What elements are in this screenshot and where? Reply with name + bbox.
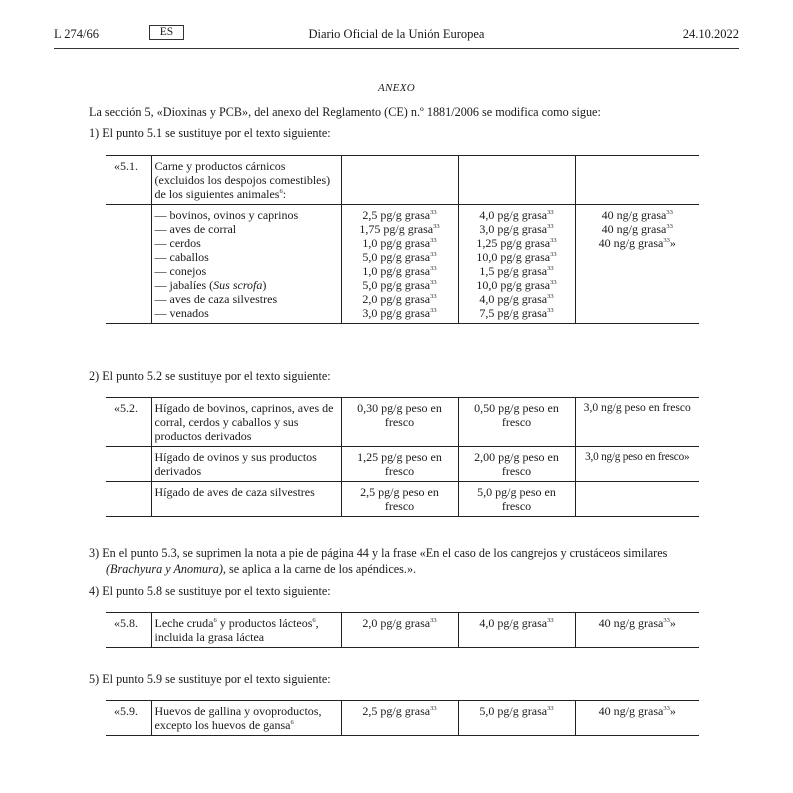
table-5-8 (106, 612, 699, 648)
entry-number: «5.1. (106, 156, 151, 205)
list-item: — conejos (154, 264, 207, 278)
table-row: Hígado de aves de caza silvestres 2,5 pg/g peso en fresco 5,0 pg/g peso en fresco (106, 482, 699, 517)
list-item: — jabalíes (Sus scrofa) (154, 278, 267, 292)
publication-date: 24.10.2022 (682, 27, 739, 41)
table-5-1 (106, 155, 699, 324)
species-list (151, 205, 341, 324)
table-row: «5.2. Hígado de bovinos, caprinos, aves de corral, cerdos y caballos y sus productos derivados 0,30 pg/g peso en fresco 0,50 pg/g peso en fresco 3,0 ng/g peso en fresco (106, 398, 699, 447)
journal-title: Diario Oficial de la Unión Europea (308, 27, 485, 41)
intro-paragraph: La sección 5, «Dioxinas y PCB», del anexo del Reglamento (CE) n.º 1881/2006 se modifica como sigue: (89, 105, 601, 119)
list-item: — aves de caza silvestres (154, 292, 278, 306)
limit-column-3: 40 ng/g grasa$^{33}$ 40 ng/g grasa$^{33}$ 40 ng/g grasa$^{33}$» (575, 205, 699, 324)
table-row: «5.8. Leche cruda$^6$ y productos lácteos$^6$, incluida la grasa láctea 2,0 pg/g grasa$^{33}$ 4,0 pg/g grasa$^{33}$ 40 ng/g grasa$^{33}$» (106, 613, 699, 648)
language-badge: ES (149, 25, 184, 40)
annex-title: ANEXO (378, 82, 415, 94)
item-3-line-1: 3) En el punto 5.3, se suprimen la nota a pie de página 44 y la frase «En el caso de los cangrejos y crustáceos similares (89, 546, 668, 560)
page-reference: L 274/66 (54, 27, 100, 41)
product-description: Carne y productos cárnicos (excluidos los despojos comestibles) de los siguientes animales$^6$: (151, 156, 341, 205)
list-item: — venados (154, 306, 209, 320)
item-2: 2) El punto 5.2 se sustituye por el texto siguiente: (89, 369, 331, 383)
table-5-2 (106, 397, 699, 517)
item-5: 5) El punto 5.9 se sustituye por el texto siguiente: (89, 672, 331, 686)
item-3-line-2: (Brachyura y Anomura), se aplica a la carne de los apéndices.». (106, 562, 417, 576)
item-4: 4) El punto 5.8 se sustituye por el texto siguiente: (89, 584, 331, 598)
header-divider (54, 48, 739, 49)
limit-column-1: 2,5 pg/g grasa$^{33}$ 1,75 pg/g grasa$^{33}$ 1,0 pg/g grasa$^{33}$ 5,0 pg/g grasa$^{33}$ 1,0 pg/g grasa$^{33}$ 5,0 pg/g grasa$^{33}$ 2,0 pg/g grasa$^{33}$ 3,0 pg/g grasa$^{33}$ (341, 205, 458, 324)
product-description: Huevos de gallina y ovoproductos, excepto los huevos de gansa$^6$ (151, 701, 341, 736)
table-5-9 (106, 700, 699, 736)
entry-number: «5.9. (106, 701, 151, 736)
list-item: — caballos (154, 250, 209, 264)
table-row: «5.9. Huevos de gallina y ovoproductos, excepto los huevos de gansa$^6$ 2,5 pg/g grasa$^{33}$ 5,0 pg/g grasa$^{33}$ 40 ng/g grasa$^{33}$» (106, 701, 699, 736)
product-description: Leche cruda$^6$ y productos lácteos$^6$, incluida la grasa láctea (151, 613, 341, 648)
list-item: — bovinos, ovinos y caprinos (154, 208, 299, 222)
item-1: 1) El punto 5.1 se sustituye por el texto siguiente: (89, 126, 331, 140)
entry-number: «5.8. (106, 613, 151, 648)
list-item: — cerdos (154, 236, 201, 250)
limit-column-2: 4,0 pg/g grasa$^{33}$ 3,0 pg/g grasa$^{33}$ 1,25 pg/g grasa$^{33}$ 10,0 pg/g grasa$^{33}$ 1,5 pg/g grasa$^{33}$ 10,0 pg/g grasa$^{33}$ 4,0 pg/g grasa$^{33}$ 7,5 pg/g grasa$^{33}$ (458, 205, 575, 324)
list-item: — aves de corral (154, 222, 237, 236)
table-row: Hígado de ovinos y sus productos derivados 1,25 pg/g peso en fresco 2,00 pg/g peso en fresco 3,0 ng/g peso en fresco» (106, 447, 699, 482)
entry-number: «5.2. (106, 398, 151, 447)
